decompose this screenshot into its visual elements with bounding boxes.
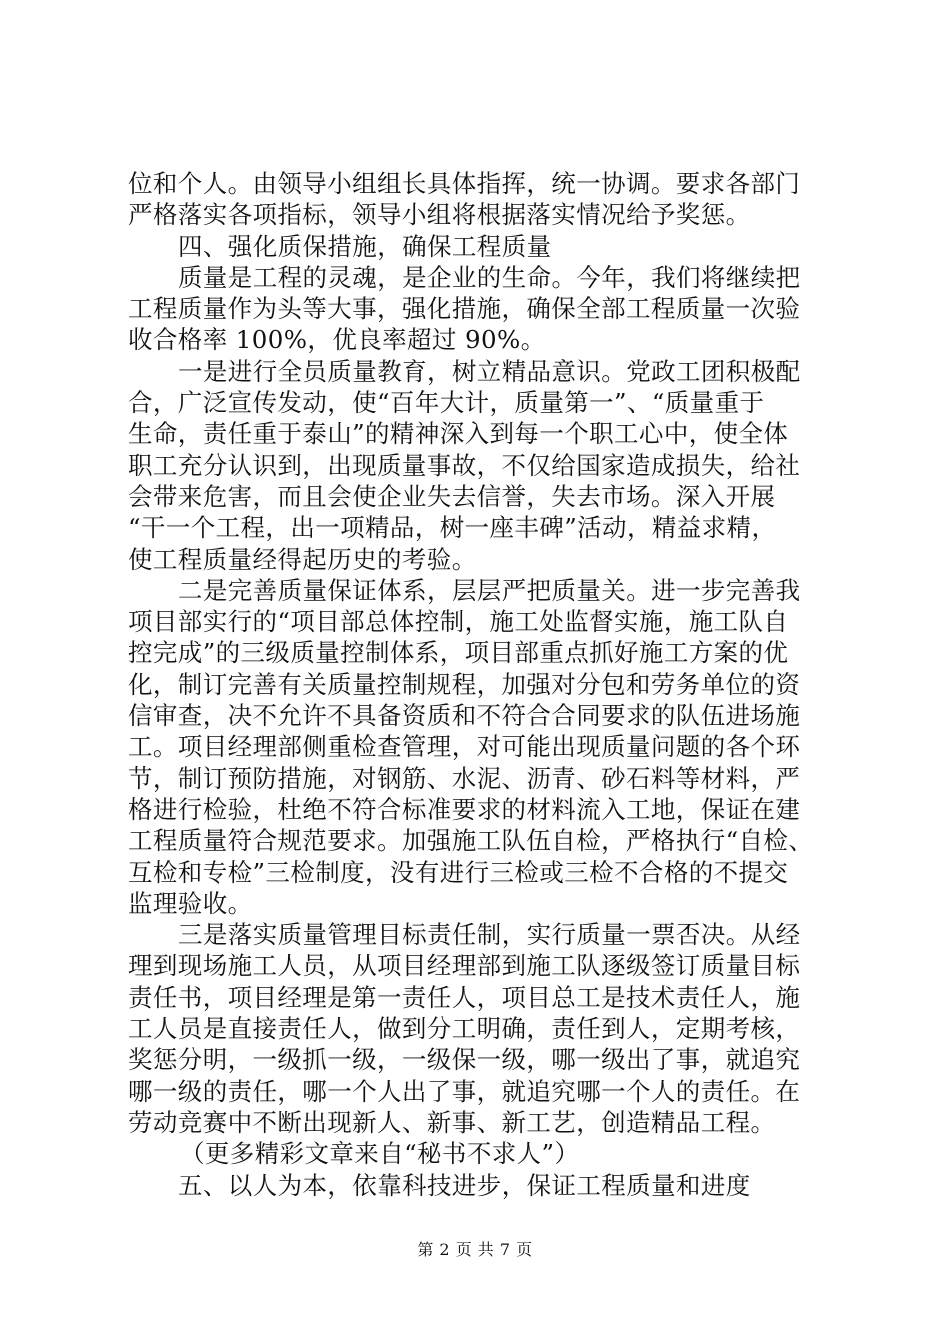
paragraph-first-line: 三是落实质量管理目标责任制，实行质量一票否决。从经 <box>178 920 801 950</box>
section-heading: 四、强化质保措施，确保工程质量 <box>178 231 552 261</box>
text-line: 节，制订预防措施，对钢筋、水泥、沥青、砂石料等材料，严 <box>128 763 801 793</box>
paragraph-first-line: 一是进行全员质量教育，树立精品意识。党政工团积极配 <box>178 356 801 386</box>
text-line: 奖惩分明，一级抓一级，一级保一级，哪一级出了事，就追究 <box>128 1045 801 1075</box>
text-line: 职工充分认识到，出现质量事故，不仅给国家造成损失，给社 <box>128 450 801 480</box>
text-line: 哪一级的责任，哪一个人出了事，就追究哪一个人的责任。在 <box>128 1076 801 1106</box>
paragraph-first-line: 质量是工程的灵魂，是企业的生命。今年，我们将继续把 <box>178 262 801 292</box>
document-body <box>128 168 848 1201</box>
text-line: 控完成”的三级质量控制体系，项目部重点抓好施工方案的优 <box>128 638 789 668</box>
text-line: 收合格率 100%，优良率超过 90%。 <box>128 325 546 355</box>
text-line: 工人员是直接责任人，做到分工明确，责任到人，定期考核， <box>128 1014 801 1044</box>
text-line: 劳动竞赛中不断出现新人、新事、新工艺，创造精品工程。 <box>128 1107 776 1137</box>
section-heading: 五、以人为本，依靠科技进步，保证工程质量和进度 <box>178 1170 751 1200</box>
text-line: 使工程质量经得起历史的考验。 <box>128 544 477 574</box>
text-line: 互检和专检”三检制度，没有进行三检或三检不合格的不提交 <box>128 857 789 887</box>
text-line: 合，广泛宣传发动，使“百年大计，质量第一”、“质量重于 <box>128 388 765 418</box>
text-line: 工程质量符合规范要求。加强施工队伍自检，严格执行“自检、 <box>128 826 814 856</box>
text-line: 严格落实各项指标，领导小组将根据落实情况给予奖惩。 <box>128 200 751 230</box>
text-line: 工。项目经理部侧重检查管理，对可能出现质量问题的各个环 <box>128 732 801 762</box>
text-line: 信审查，决不允许不具备资质和不符合合同要求的队伍进场施 <box>128 701 801 731</box>
source-note: （更多精彩文章来自“秘书不求人”） <box>180 1139 580 1169</box>
text-line: 监理验收。 <box>128 888 253 918</box>
text-line: 格进行检验，杜绝不符合标准要求的材料流入工地，保证在建 <box>128 794 801 824</box>
text-line: 化，制订完善有关质量控制规程，加强对分包和劳务单位的资 <box>128 669 801 699</box>
text-line: 理到现场施工人员，从项目经理部到施工队逐级签订质量目标 <box>128 951 801 981</box>
page-number-footer: 第 2 页 共 7 页 <box>417 1240 533 1259</box>
paragraph-first-line: 二是完善质量保证体系，层层严把质量关。进一步完善我 <box>178 575 801 605</box>
text-line: 生命，责任重于泰山”的精神深入到每一个职工心中，使全体 <box>128 419 789 449</box>
text-line: 会带来危害，而且会使企业失去信誉，失去市场。深入开展 <box>128 481 776 511</box>
text-line: 工程质量作为头等大事，强化措施，确保全部工程质量一次验 <box>128 294 801 324</box>
text-line: “干一个工程，出一项精品，树一座丰碑”活动，精益求精， <box>128 513 777 543</box>
text-line: 位和个人。由领导小组组长具体指挥，统一协调。要求各部门 <box>128 169 801 198</box>
text-line: 项目部实行的“项目部总体控制，施工处监督实施，施工队自 <box>128 607 789 637</box>
text-line: 责任书，项目经理是第一责任人，项目总工是技术责任人，施 <box>128 982 801 1012</box>
